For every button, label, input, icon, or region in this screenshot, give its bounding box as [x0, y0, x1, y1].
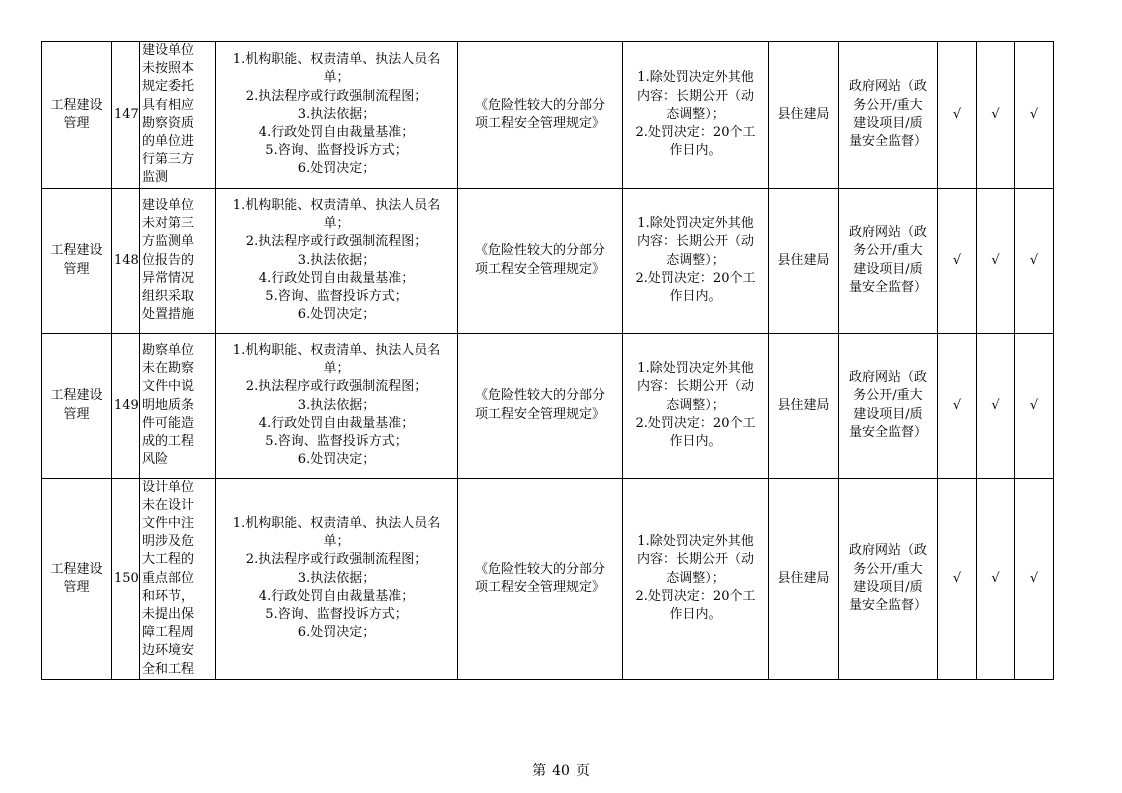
- time-cell-line: 内容：长期公开（动: [636, 379, 754, 395]
- item-cell-line: 明涉及危: [142, 534, 195, 550]
- check-mark-cell: √: [938, 478, 977, 679]
- time-cell-line: 内容：长期公开（动: [636, 88, 754, 104]
- time-cell-line: 内容：长期公开（动: [636, 234, 754, 250]
- basis-cell-line: 《危险性较大的分部分: [474, 97, 605, 113]
- time-cell-line: 态调整）；: [666, 570, 725, 586]
- time-cell-line: 态调整）；: [666, 397, 725, 413]
- channel-cell-line: 建设项目/质: [853, 406, 923, 422]
- basis-cell: [458, 478, 623, 679]
- content-cell-line: 4.行政处罚自由裁量基准；: [258, 270, 415, 286]
- check-mark-cell: √: [977, 478, 1015, 679]
- item-cell-line: 障工程周: [142, 625, 195, 641]
- time-cell: [623, 42, 769, 189]
- basis-cell: [458, 188, 623, 333]
- category-cell: [42, 333, 112, 478]
- item-cell-line: 监测: [142, 170, 169, 186]
- check-mark-cell: √: [938, 333, 977, 478]
- content-cell-line: 6.处罚决定；: [297, 452, 376, 468]
- time-cell-line: 1.除处罚决定外其他: [637, 361, 754, 377]
- time-cell: [623, 478, 769, 679]
- content-cell-line: 5.咨询、监督投诉方式；: [265, 143, 408, 159]
- item-cell-line: 边环境安: [142, 643, 195, 659]
- time-cell-line: 作日内。: [669, 288, 722, 304]
- content-cell-line: 1.机构职能、权责清单、执法人员名: [232, 52, 441, 68]
- check-mark-cell: √: [1015, 478, 1054, 679]
- item-cell-line: 成的工程: [142, 433, 195, 449]
- item-cell-line: 未按照本: [142, 61, 195, 77]
- basis-cell: [458, 42, 623, 189]
- row-number-cell: 150: [112, 478, 140, 679]
- content-cell-line: 5.咨询、监督投诉方式；: [265, 288, 408, 304]
- item-cell-line: 勘察单位: [142, 342, 195, 358]
- time-cell-line: 2.处罚决定：20个工: [635, 270, 756, 286]
- category-cell-line: 工程建设: [50, 97, 103, 113]
- time-cell: [623, 188, 769, 333]
- table-body: [42, 42, 1054, 680]
- item-cell-line: 重点部位: [142, 570, 195, 586]
- row-number-cell: 149: [112, 333, 140, 478]
- content-cell-line: 5.咨询、监督投诉方式；: [265, 433, 408, 449]
- item-cell-line: 规定委托: [142, 79, 195, 95]
- item-cell-line: 组织采取: [142, 288, 195, 304]
- content-cell: [216, 42, 458, 189]
- channel-cell-line: 政府网站（政: [848, 225, 927, 241]
- check-mark-cell: √: [938, 188, 977, 333]
- item-cell-line: 异常情况: [142, 270, 195, 286]
- time-cell-line: 1.除处罚决定外其他: [637, 216, 754, 232]
- item-cell-line: 的单位进: [142, 134, 195, 150]
- category-cell: [42, 188, 112, 333]
- content-cell-line: 单；: [323, 216, 350, 232]
- channel-cell-line: 务公开/重大: [853, 97, 923, 113]
- item-cell-line: 未对第三: [142, 216, 195, 232]
- content-cell: [216, 333, 458, 478]
- item-cell: [140, 478, 216, 679]
- category-cell: [42, 478, 112, 679]
- content-cell-line: 4.行政处罚自由裁量基准；: [258, 124, 415, 140]
- time-cell-line: 1.除处罚决定外其他: [637, 534, 754, 550]
- channel-cell-line: 量安全监督）: [848, 424, 927, 440]
- check-mark-cell: √: [1015, 188, 1054, 333]
- channel-cell-line: 务公开/重大: [853, 388, 923, 404]
- content-cell: [216, 478, 458, 679]
- channel-cell-line: 量安全监督）: [848, 134, 927, 150]
- content-cell-line: 4.行政处罚自由裁量基准；: [258, 588, 415, 604]
- item-cell-line: 件可能造: [142, 415, 195, 431]
- table-row: [42, 333, 1054, 478]
- time-cell-line: 1.除处罚决定外其他: [637, 70, 754, 86]
- item-cell-line: 全和工程: [142, 661, 195, 677]
- check-mark-cell: √: [977, 42, 1015, 189]
- channel-cell-line: 建设项目/质: [853, 579, 923, 595]
- time-cell: [623, 333, 769, 478]
- item-cell-line: 具有相应: [142, 97, 195, 113]
- time-cell-line: 作日内。: [669, 143, 722, 159]
- item-cell-line: 方监测单: [142, 234, 195, 250]
- content-cell-line: 1.机构职能、权责清单、执法人员名: [232, 342, 441, 358]
- channel-cell-line: 务公开/重大: [853, 243, 923, 259]
- channel-cell-line: 政府网站（政: [848, 543, 927, 559]
- row-number-cell: 147: [112, 42, 140, 189]
- basis-cell-line: 《危险性较大的分部分: [474, 243, 605, 259]
- time-cell-line: 作日内。: [669, 607, 722, 623]
- category-cell-line: 管理: [63, 579, 90, 595]
- time-cell-line: 内容：长期公开（动: [636, 552, 754, 568]
- item-cell-line: 文件中注: [142, 516, 195, 532]
- time-cell-line: 态调整）；: [666, 252, 725, 268]
- channel-cell-line: 建设项目/质: [853, 115, 923, 131]
- channel-cell: [839, 478, 938, 679]
- subject-cell: 县住建局: [769, 188, 839, 333]
- item-cell: [140, 42, 216, 189]
- category-cell-line: 管理: [63, 406, 90, 422]
- item-cell-line: 大工程的: [142, 552, 195, 568]
- category-cell-line: 管理: [63, 261, 90, 277]
- item-cell-line: 文件中说: [142, 379, 195, 395]
- item-cell-line: 行第三方: [142, 152, 195, 168]
- time-cell-line: 2.处罚决定：20个工: [635, 588, 756, 604]
- check-mark-cell: √: [938, 42, 977, 189]
- channel-cell-line: 量安全监督）: [848, 597, 927, 613]
- basis-cell-line: 《危险性较大的分部分: [474, 388, 605, 404]
- item-cell-line: 风险: [142, 452, 169, 468]
- check-mark-cell: √: [1015, 42, 1054, 189]
- category-cell: [42, 42, 112, 189]
- table-row: [42, 188, 1054, 333]
- item-cell: [140, 188, 216, 333]
- item-cell-line: 未在设计: [142, 497, 195, 513]
- category-cell-line: 管理: [63, 115, 90, 131]
- row-number-cell: 148: [112, 188, 140, 333]
- item-cell: [140, 333, 216, 478]
- content-cell-line: 单；: [323, 70, 350, 86]
- page-footer: [0, 760, 1122, 780]
- category-cell-line: 工程建设: [50, 561, 103, 577]
- item-cell-line: 建设单位: [142, 43, 195, 58]
- content-cell-line: 2.执法程序或行政强制流程图；: [245, 552, 428, 568]
- item-cell-line: 未在勘察: [142, 361, 195, 377]
- time-cell-line: 作日内。: [669, 433, 722, 449]
- content-cell-line: 2.执法程序或行政强制流程图；: [245, 88, 428, 104]
- disclosure-table: [41, 41, 1054, 680]
- channel-cell-line: 量安全监督）: [848, 279, 927, 295]
- content-cell-line: 6.处罚决定；: [297, 625, 376, 641]
- content-cell-line: 3.执法依据；: [297, 106, 376, 122]
- basis-cell-line: 《危险性较大的分部分: [474, 561, 605, 577]
- table-row: [42, 478, 1054, 679]
- category-cell-line: 工程建设: [50, 243, 103, 259]
- subject-cell: 县住建局: [769, 333, 839, 478]
- check-mark-cell: √: [977, 333, 1015, 478]
- basis-cell: [458, 333, 623, 478]
- table-row: [42, 42, 1054, 189]
- basis-cell-line: 项工程安全管理规定》: [474, 579, 605, 595]
- time-cell-line: 态调整）；: [666, 106, 725, 122]
- footer-prefix: 第: [532, 763, 547, 779]
- subject-cell: 县住建局: [769, 478, 839, 679]
- content-cell-line: 单；: [323, 361, 350, 377]
- content-cell-line: 4.行政处罚自由裁量基准；: [258, 415, 415, 431]
- channel-cell: [839, 333, 938, 478]
- content-cell-line: 1.机构职能、权责清单、执法人员名: [232, 197, 441, 213]
- category-cell-line: 工程建设: [50, 388, 103, 404]
- channel-cell: [839, 42, 938, 189]
- content-cell-line: 3.执法依据；: [297, 570, 376, 586]
- channel-cell: [839, 188, 938, 333]
- basis-cell-line: 项工程安全管理规定》: [474, 261, 605, 277]
- item-cell-line: 设计单位: [142, 479, 195, 495]
- channel-cell-line: 政府网站（政: [848, 370, 927, 386]
- time-cell-line: 2.处罚决定：20个工: [635, 124, 756, 140]
- item-cell-line: 未提出保: [142, 607, 195, 623]
- item-cell-line: 位报告的: [142, 252, 195, 268]
- basis-cell-line: 项工程安全管理规定》: [474, 115, 605, 131]
- item-cell-line: 勘察资质: [142, 115, 195, 131]
- content-cell-line: 2.执法程序或行政强制流程图；: [245, 379, 428, 395]
- content-cell-line: 3.执法依据；: [297, 252, 376, 268]
- item-cell-line: 和环节，: [142, 588, 195, 604]
- item-cell-line: 处置措施: [142, 307, 195, 323]
- content-cell-line: 1.机构职能、权责清单、执法人员名: [232, 516, 441, 532]
- item-cell-line: 建设单位: [142, 197, 195, 213]
- footer-suffix: 页: [575, 763, 590, 779]
- content-cell-line: 6.处罚决定；: [297, 307, 376, 323]
- page-number: 40: [552, 763, 570, 779]
- channel-cell-line: 政府网站（政: [848, 79, 927, 95]
- content-cell: [216, 188, 458, 333]
- subject-cell: 县住建局: [769, 42, 839, 189]
- content-cell-line: 单；: [323, 534, 350, 550]
- content-cell-line: 6.处罚决定；: [297, 161, 376, 177]
- check-mark-cell: √: [977, 188, 1015, 333]
- check-mark-cell: √: [1015, 333, 1054, 478]
- content-cell-line: 5.咨询、监督投诉方式；: [265, 607, 408, 623]
- content-cell-line: 3.执法依据；: [297, 397, 376, 413]
- time-cell-line: 2.处罚决定：20个工: [635, 415, 756, 431]
- content-cell-line: 2.执法程序或行政强制流程图；: [245, 234, 428, 250]
- basis-cell-line: 项工程安全管理规定》: [474, 406, 605, 422]
- channel-cell-line: 建设项目/质: [853, 261, 923, 277]
- item-cell-line: 明地质条: [142, 397, 195, 413]
- channel-cell-line: 务公开/重大: [853, 561, 923, 577]
